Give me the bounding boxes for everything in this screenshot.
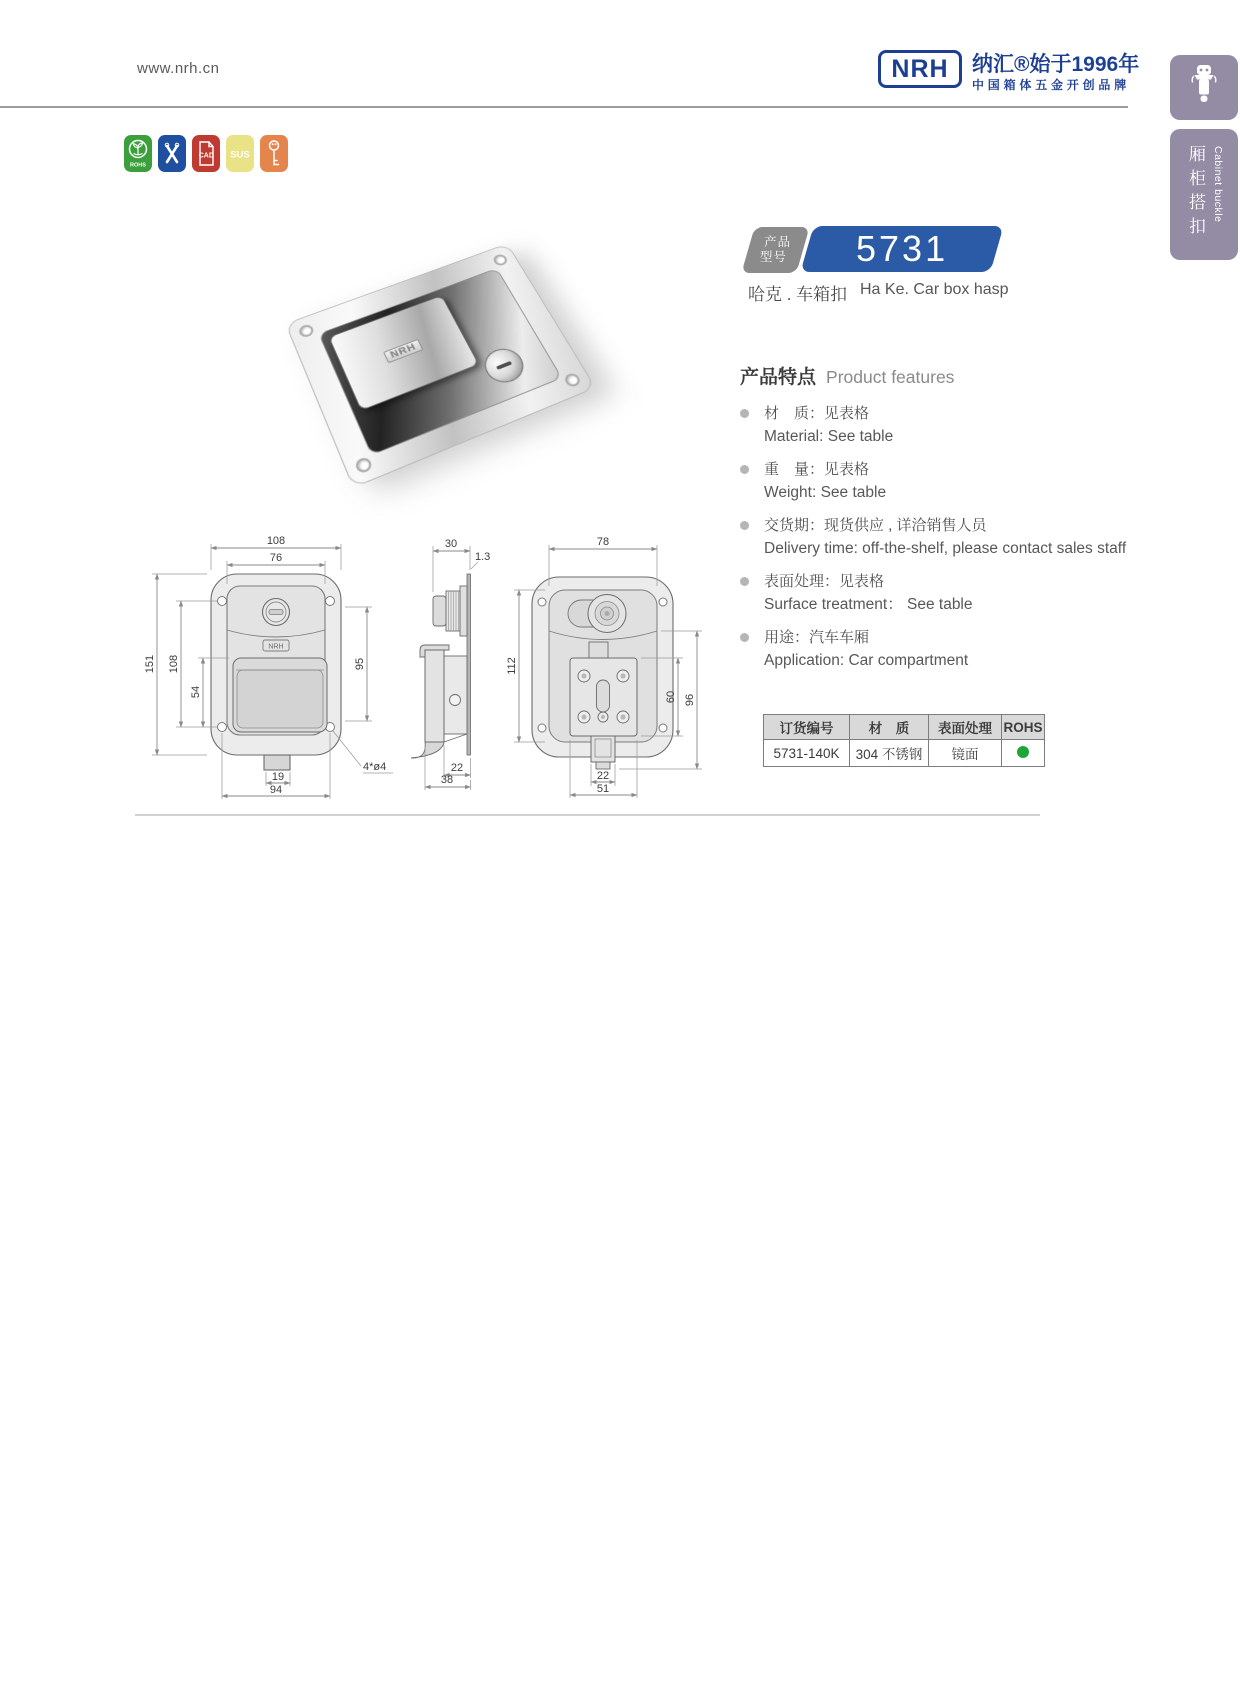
paddle-handle	[328, 295, 479, 411]
features-title	[740, 362, 1180, 389]
rohs-value	[1002, 740, 1045, 767]
dim-front-width-outer: 108	[266, 535, 286, 547]
svg-text:SUS: SUS	[230, 149, 250, 161]
product-name-en: Ha Ke. Car box hasp	[860, 281, 1009, 298]
col-material: 材 质	[850, 715, 929, 740]
rear-view	[506, 536, 702, 798]
dim-rear-bar-width: 22	[596, 770, 610, 782]
material-value: 304 不锈钢	[850, 740, 929, 767]
feature-material: 材 质：见表格 Material: See table	[740, 402, 1180, 448]
latch-recess	[318, 268, 562, 456]
product-features	[740, 362, 1180, 682]
model-badge-label	[741, 227, 809, 273]
svg-text:ROHS: ROHS	[130, 162, 146, 169]
dim-rear-height-right: 96	[684, 693, 696, 707]
category-tab-latch	[1170, 55, 1238, 120]
nrh-logo: NRH	[878, 50, 962, 88]
lock-cylinder	[479, 344, 530, 388]
order-no-value: 5731-140K	[764, 740, 850, 767]
features-title-en: Product features	[826, 367, 955, 387]
sus-material-icon	[226, 135, 254, 172]
dim-front-height-outer: 151	[144, 654, 156, 674]
mount-hole	[492, 253, 509, 267]
embossed-logo: NRH	[383, 338, 424, 363]
latch-icon	[1188, 62, 1220, 113]
bullet-icon	[740, 577, 749, 586]
model-number-badge	[800, 226, 1003, 272]
dim-rear-width-inner: 78	[596, 536, 610, 548]
dim-rear-height-bracket: 60	[665, 690, 677, 704]
drafting-tools-icon	[158, 135, 186, 172]
dim-side-total-width: 38	[440, 774, 454, 786]
dim-side-thickness: 1.3	[475, 551, 491, 563]
bullet-icon	[740, 521, 749, 530]
feature-weight: 重 量：见表格 Weight: See table	[740, 458, 1180, 504]
front-view	[144, 535, 393, 799]
bullet-icon	[740, 409, 749, 418]
dim-front-width-inner: 76	[269, 552, 283, 564]
badge-label-line2: 型号	[759, 250, 787, 264]
mount-hole	[298, 323, 316, 338]
feature-surface: 表面处理：见表格 Surface treatment： See table	[740, 570, 1180, 616]
dim-rear-height-left: 112	[506, 657, 518, 675]
badge-label-line1: 产品	[764, 235, 792, 249]
dim-front-height-inner: 108	[168, 654, 180, 674]
side-view	[411, 538, 490, 790]
cad-file-icon	[192, 135, 220, 172]
dim-front-hole-span: 94	[269, 784, 283, 796]
header-divider	[0, 106, 1128, 108]
category-label-en: Cabinet buckle	[1212, 146, 1224, 223]
bottom-divider	[135, 814, 1040, 816]
feature-application: 用途：汽车车厢 Application: Car compartment	[740, 626, 1180, 672]
category-label-cn: 厢柜搭扣	[1186, 145, 1205, 241]
cert-icons-row	[124, 135, 288, 172]
mount-hole	[563, 372, 582, 389]
brand-subtitle-cn: 中国箱体五金开创品牌	[972, 78, 1131, 92]
spec-data-row	[764, 740, 1045, 767]
surface-value: 镜面	[929, 740, 1002, 767]
category-tab-cabinet-buckle	[1170, 129, 1238, 260]
website-url[interactable]: www.nrh.cn	[137, 60, 220, 77]
spec-header-row	[764, 715, 1045, 740]
product-name-cn: 哈克 . 车箱扣	[748, 285, 848, 304]
drawing-logo-text: NRH	[268, 643, 284, 651]
dim-rear-bracket-width: 51	[596, 783, 610, 795]
bullet-icon	[740, 633, 749, 642]
technical-drawings	[130, 490, 720, 800]
bullet-icon	[740, 465, 749, 474]
dim-front-tab-width: 19	[271, 771, 285, 783]
dim-front-hole-note: 4*ø4	[363, 761, 387, 773]
brand-slogan-cn: 纳汇®始于1996年	[972, 53, 1140, 76]
col-rohs: ROHS	[1002, 715, 1045, 740]
feature-delivery: 交货期：现货供应 , 详洽销售人员 Delivery time: off-the-shelf, please contact sales staff	[740, 514, 1180, 560]
dim-side-inner-width: 22	[450, 762, 464, 774]
col-order-no: 订货编号	[764, 715, 850, 740]
features-title-cn: 产品特点	[740, 367, 817, 388]
rohs-plant-icon	[124, 135, 152, 172]
model-number: 5731	[855, 228, 949, 269]
key-icon	[260, 135, 288, 172]
product-photo	[285, 243, 596, 488]
dim-side-depth: 30	[444, 538, 458, 550]
rohs-status-dot	[1016, 745, 1030, 759]
spec-table	[763, 714, 1045, 767]
col-surface: 表面处理	[929, 715, 1002, 740]
svg-text:CAD: CAD	[198, 152, 214, 160]
mount-hole	[354, 456, 374, 475]
dim-front-height-right: 95	[354, 657, 366, 671]
dim-front-height-cup: 54	[190, 685, 202, 699]
